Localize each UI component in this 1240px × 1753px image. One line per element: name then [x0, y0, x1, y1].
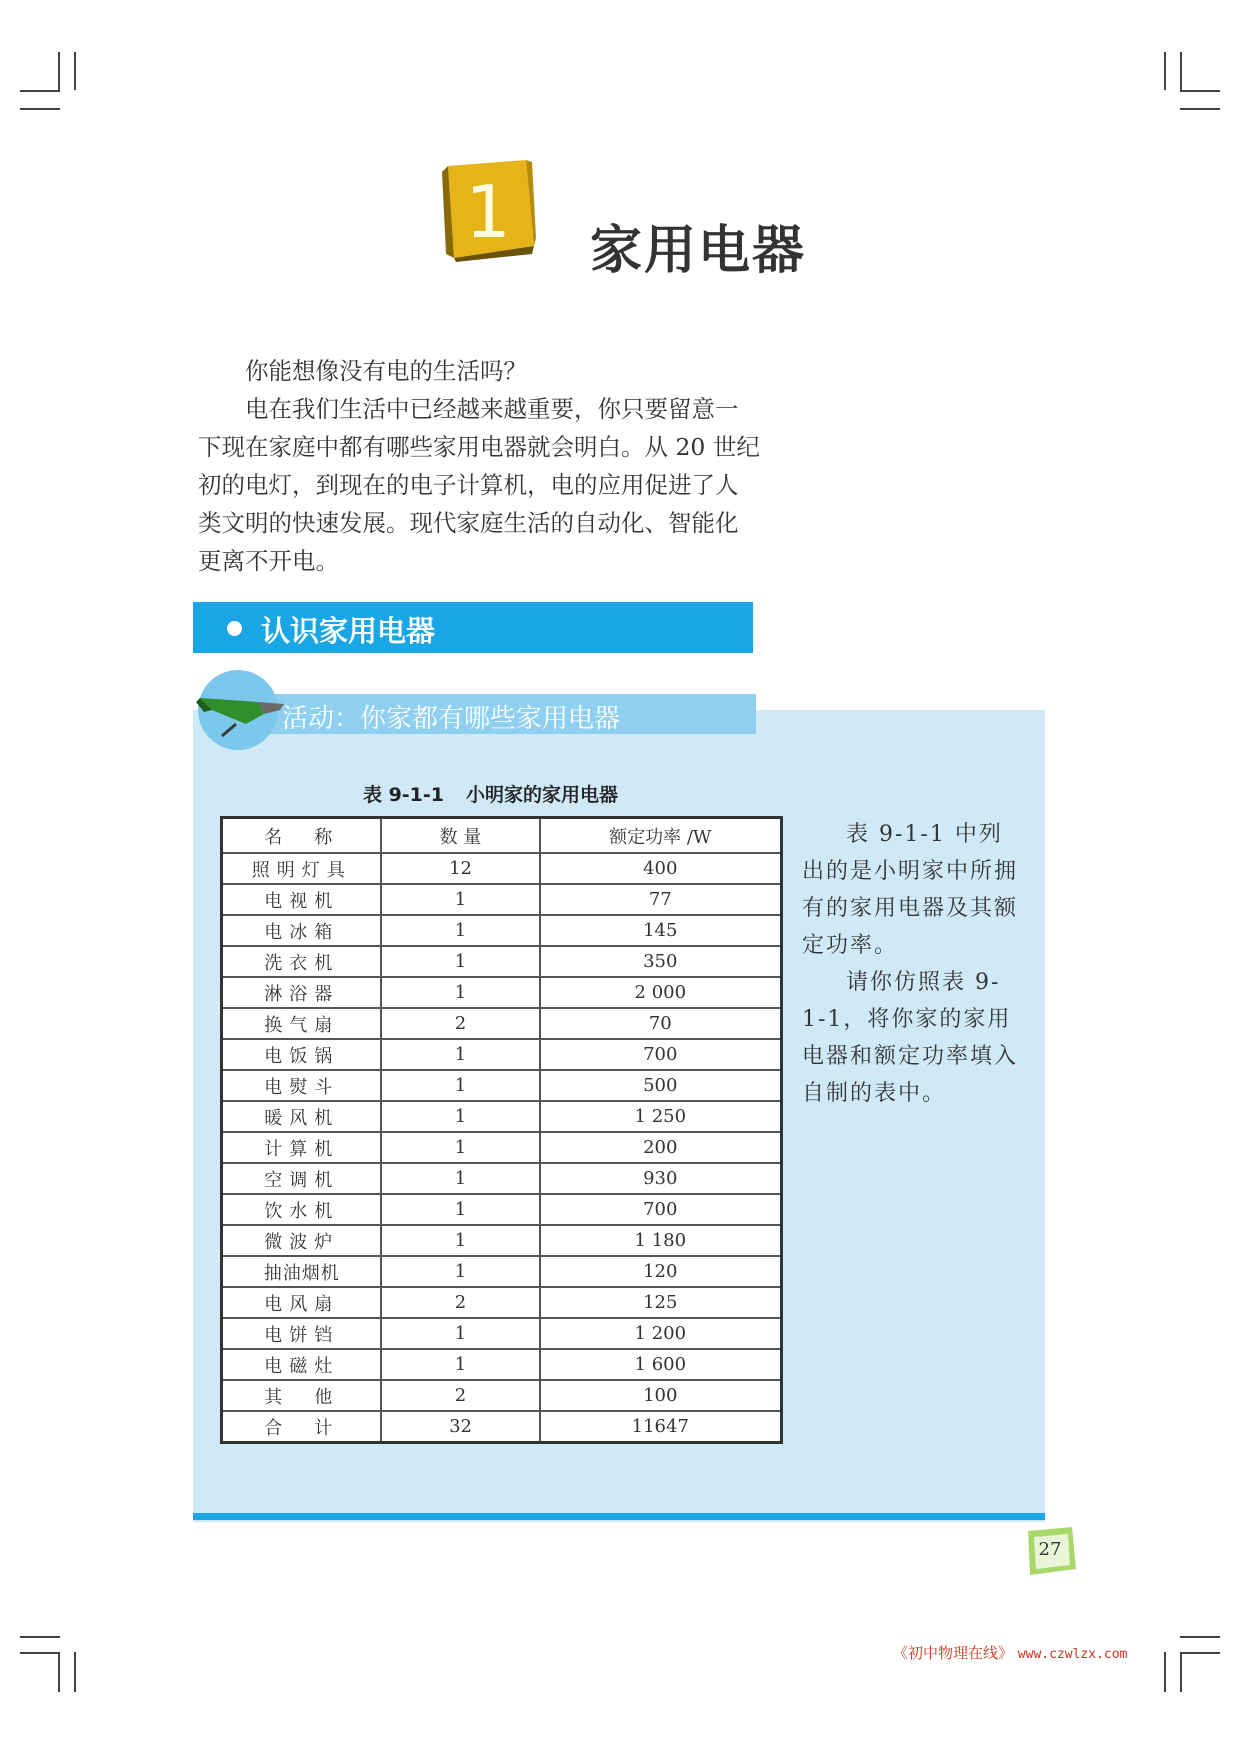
watermark [893, 1642, 1127, 1663]
cell-quantity: 1 [381, 915, 539, 946]
table-row [222, 1070, 782, 1101]
table-row [222, 915, 782, 946]
table-row [222, 1287, 782, 1318]
table-row [222, 1008, 782, 1039]
cell-quantity: 1 [381, 977, 539, 1008]
crop-mark [74, 52, 76, 90]
cell-power: 930 [540, 1163, 782, 1194]
cell-quantity: 2 [381, 1380, 539, 1411]
table-row [222, 1349, 782, 1380]
table-row [222, 1256, 782, 1287]
cell-quantity: 1 [381, 1101, 539, 1132]
cell-name: 电风扇 [222, 1287, 382, 1318]
side-note-paragraph-1: 表 9-1-1 中列出的是小明家中所拥有的家用电器及其额定功率。 [802, 822, 1019, 958]
cell-quantity: 2 [381, 1008, 539, 1039]
table-caption-title: 小明家的家用电器 [466, 784, 619, 806]
cell-power: 1 250 [540, 1101, 782, 1132]
cell-name: 电冰箱 [222, 915, 382, 946]
table-row [222, 1194, 782, 1225]
cell-name: 换气扇 [222, 1008, 382, 1039]
cell-name: 电磁灶 [222, 1349, 382, 1380]
crop-mark [1180, 108, 1220, 110]
bullet-icon [227, 621, 242, 636]
pen-icon [192, 666, 292, 756]
section-title: 认识家用电器 [261, 614, 436, 648]
cell-power: 120 [540, 1256, 782, 1287]
crop-mark [20, 1636, 60, 1638]
table-row [222, 977, 782, 1008]
table-row [222, 1225, 782, 1256]
column-header-quantity: 数 量 [381, 818, 539, 854]
crop-mark [58, 52, 60, 90]
crop-mark [1164, 1652, 1166, 1692]
watermark-name: 《初中物理在线》 [893, 1644, 1014, 1662]
cell-power: 100 [540, 1380, 782, 1411]
page-number: 27 [1038, 1539, 1062, 1560]
column-header-name: 名 称 [222, 818, 382, 854]
page-title: 家用电器 [590, 221, 807, 281]
cell-name: 电饼铛 [222, 1318, 382, 1349]
crop-mark [1180, 1652, 1220, 1654]
crop-mark [20, 1652, 60, 1654]
cell-name: 暖风机 [222, 1101, 382, 1132]
cell-quantity: 1 [381, 1194, 539, 1225]
cell-power: 2 000 [540, 977, 782, 1008]
table-caption [193, 780, 788, 807]
cell-power: 700 [540, 1039, 782, 1070]
cell-name: 微波炉 [222, 1225, 382, 1256]
cell-quantity: 1 [381, 946, 539, 977]
cell-quantity: 1 [381, 1132, 539, 1163]
cell-name: 抽油烟机 [222, 1256, 382, 1287]
cell-power: 125 [540, 1287, 782, 1318]
table-row [222, 1380, 782, 1411]
cell-name: 电视机 [222, 884, 382, 915]
cell-power: 70 [540, 1008, 782, 1039]
table-row [222, 1132, 782, 1163]
cell-quantity: 1 [381, 1039, 539, 1070]
cell-power: 77 [540, 884, 782, 915]
table-caption-number: 表 9-1-1 [362, 784, 445, 806]
cell-name: 电饭锅 [222, 1039, 382, 1070]
panel-divider [193, 1513, 1045, 1520]
cell-power: 1 200 [540, 1318, 782, 1349]
side-note-paragraph-2: 请你仿照表 9-1-1，将你家的家用电器和额定功率填入自制的表中。 [802, 970, 1019, 1106]
activity-heading [240, 694, 756, 734]
cell-power: 1 180 [540, 1225, 782, 1256]
cell-power: 1 600 [540, 1349, 782, 1380]
watermark-url: www.czwlzx.com [1017, 1647, 1128, 1662]
table-header-row [222, 818, 782, 854]
cell-name: 空调机 [222, 1163, 382, 1194]
cell-name: 计算机 [222, 1132, 382, 1163]
cell-name: 电熨斗 [222, 1070, 382, 1101]
cell-quantity: 1 [381, 1070, 539, 1101]
crop-mark [1180, 90, 1220, 92]
cell-quantity: 1 [381, 1318, 539, 1349]
column-header-power: 额定功率 /W [540, 818, 782, 854]
crop-mark [58, 1652, 60, 1692]
section-heading [193, 602, 753, 653]
table-row [222, 1318, 782, 1349]
crop-mark [74, 1652, 76, 1692]
page-number-badge [1022, 1525, 1078, 1577]
cell-quantity: 2 [381, 1287, 539, 1318]
cell-quantity: 1 [381, 1349, 539, 1380]
table-row [222, 1039, 782, 1070]
cell-name: 饮水机 [222, 1194, 382, 1225]
cell-name: 照明灯具 [222, 853, 382, 884]
cell-power: 11647 [540, 1411, 782, 1443]
chapter-number: 1 [465, 170, 511, 254]
cell-name: 洗衣机 [222, 946, 382, 977]
table-row [222, 884, 782, 915]
cell-power: 700 [540, 1194, 782, 1225]
cell-power: 400 [540, 853, 782, 884]
crop-mark [20, 108, 60, 110]
cell-quantity: 1 [381, 1256, 539, 1287]
cell-quantity: 1 [381, 1225, 539, 1256]
table-total-row [222, 1411, 782, 1443]
appliance-table [220, 816, 783, 1444]
crop-mark [1180, 1652, 1182, 1692]
cell-quantity: 1 [381, 1163, 539, 1194]
cell-quantity: 12 [381, 853, 539, 884]
cell-name: 合 计 [222, 1411, 382, 1443]
table-row [222, 946, 782, 977]
cell-power: 500 [540, 1070, 782, 1101]
chapter-header [430, 150, 830, 280]
side-note [802, 816, 1020, 1112]
crop-mark [1180, 52, 1182, 90]
table-row [222, 1101, 782, 1132]
cell-power: 145 [540, 915, 782, 946]
cell-name: 淋浴器 [222, 977, 382, 1008]
cell-name: 其 他 [222, 1380, 382, 1411]
intro-paragraph: 电在我们生活中已经越来越重要，你只要留意一下现在家庭中都有哪些家用电器就会明白。从 20 世纪初的电灯，到现在的电子计算机，电的应用促进了人类文明的快速发展。现代家庭生活的自动化、智能化更离不开电。 [198, 395, 760, 575]
table-row [222, 853, 782, 884]
cell-power: 200 [540, 1132, 782, 1163]
cell-quantity: 1 [381, 884, 539, 915]
crop-mark [20, 90, 60, 92]
crop-mark [1180, 1636, 1220, 1638]
intro-question: 你能想像没有电的生活吗？ [245, 357, 527, 385]
cell-power: 350 [540, 946, 782, 977]
table-row [222, 1163, 782, 1194]
crop-mark [1164, 52, 1166, 90]
cell-quantity: 32 [381, 1411, 539, 1443]
intro-text [198, 352, 760, 580]
activity-title: 活动：你家都有哪些家用电器 [282, 704, 621, 734]
